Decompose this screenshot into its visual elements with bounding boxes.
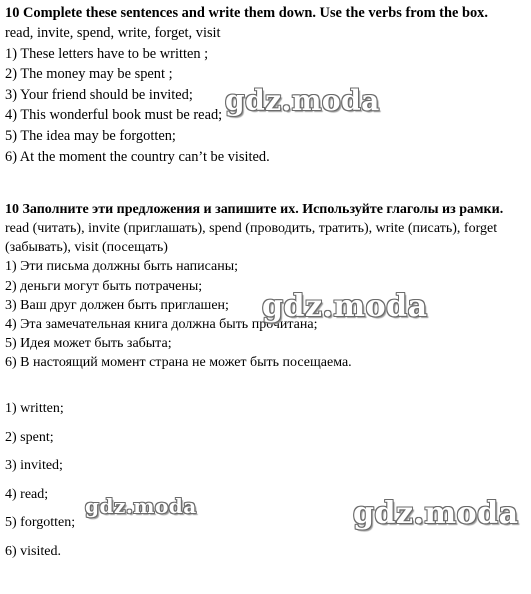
sentence-ru-6: 6) В настоящий момент страна не может быть посещаема. [5,355,352,371]
watermark-logo: gdz.moda [85,494,197,518]
answer-1: 1) written; [5,401,64,416]
answer-2: 2) spent; [5,429,54,445]
sentence-ru-5: 5) Идея может быть забыта; [5,336,172,352]
sentence-en-1: 1) These letters have to be written ; [5,45,209,62]
answer-list [5,395,525,567]
sentence-en-2: 2) The money may be spent ; [5,66,173,83]
watermark-logo: gdz.moda [353,496,519,531]
section-russian [5,200,525,373]
watermark-logo: gdz.moda [225,84,380,117]
section-english [5,3,525,167]
sentence-ru-1: 1) Эти письма должны быть написаны; [5,259,238,275]
exercise-heading-ru: 10 Заполните эти предложения и запишите их. Используйте глаголы из рамки. [5,202,504,217]
watermark-logo: gdz.moda [262,289,428,324]
verb-list-en: read, invite, spend, write, forget, visit [5,25,221,41]
sentence-en-5: 5) The idea may be forgotten; [5,127,176,144]
sentence-en-6: 6) At the moment the country can’t be visited. [5,148,270,165]
sentence-ru-3: 3) Ваш друг должен быть приглашен; [5,297,229,313]
verb-list-ru: read (читать), invite (приглашать), spend (проводить, тратить), write (писать), forget (забывать), visit (посещать) [5,221,498,256]
sentence-en-4: 4) This wonderful book must be read; [5,107,223,124]
answer-3: 3) invited; [5,458,63,474]
sentence-ru-2: 2) деньги могут быть потрачены; [5,278,203,294]
answer-4: 4) read; [5,486,49,502]
answer-5: 5) forgotten; [5,515,76,531]
sentence-en-3: 3) Your friend should be invited; [5,86,193,103]
exercise-heading-en: 10 Complete these sentences and write them down. Use the verbs from the box. [5,5,488,21]
answer-6: 6) visited. [5,543,61,559]
sentence-ru-4: 4) Эта замечательная книга должна быть прочитана; [5,317,318,333]
